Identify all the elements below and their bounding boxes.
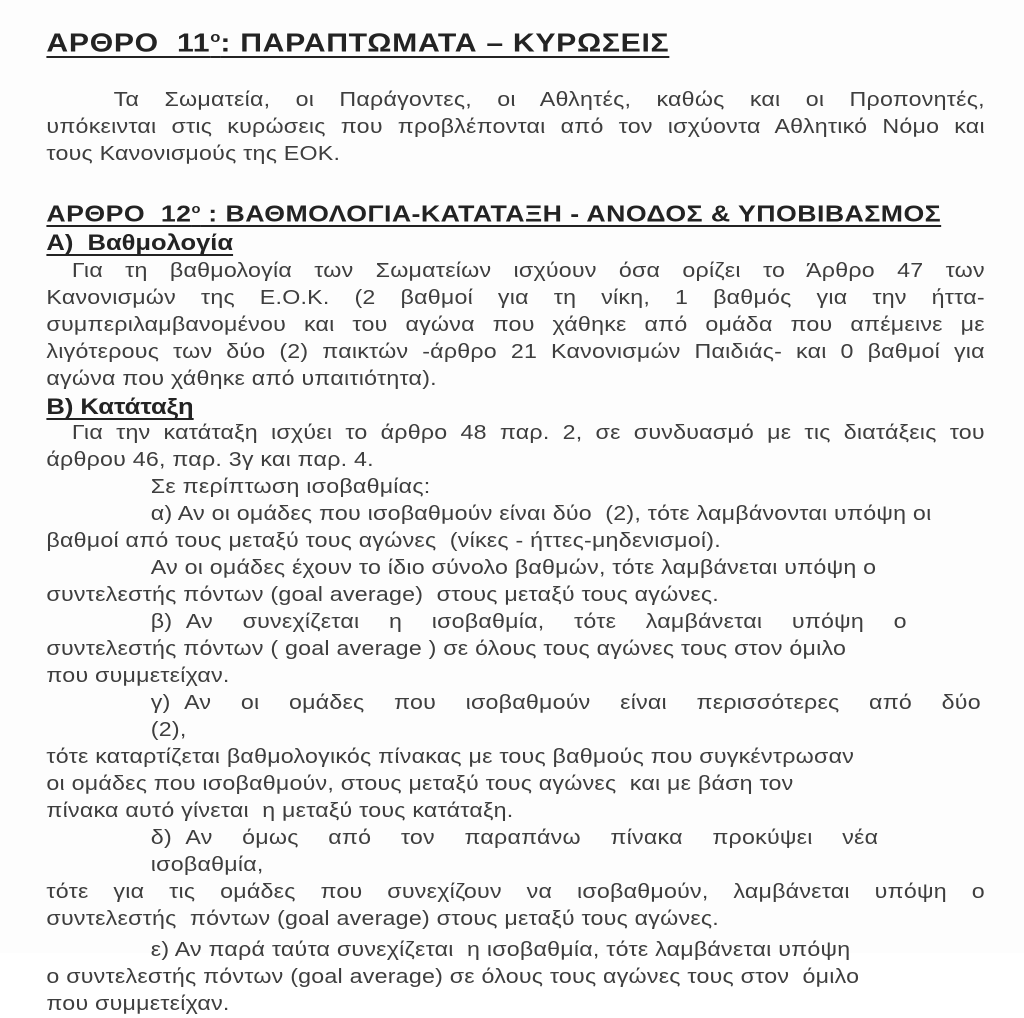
text-line: Για τη βαθμολογία των Σωματείων ισχύουν όσα ορίζει το Άρθρο 47 των (71, 260, 985, 283)
text-line: Κανονισμών της Ε.Ο.Κ. (2 βαθμοί για τη νίκη, 1 βαθμός για την ήττα- (46, 287, 985, 310)
text-line: αγώνα που χάθηκε από υπαιτιότητα). (46, 368, 437, 391)
text-line: τότε για τις ομάδες που συνεχίζουν να ισοβαθμούν, λαμβάνεται υπόψη ο (46, 881, 985, 904)
text-line: οι ομάδες που ισοβαθμούν, στους μεταξύ τους αγώνες και με βάση τον (46, 773, 794, 796)
section-a-heading: Α) Βαθμολογία (46, 230, 234, 256)
text-line: συντελεστής πόντων ( goal average ) σε όλους τους αγώνες τους στον όμιλο (46, 638, 847, 661)
text-line: Σε περίπτωση ισοβαθμίας: (150, 476, 431, 499)
text-line: γ) Αν οι ομάδες που ισοβαθμούν είναι περισσότερες από δύο (2), (150, 692, 996, 742)
text-line: που συμμετείχαν. (46, 993, 230, 1016)
article-11-ordinal-superscript: ο (210, 30, 221, 46)
text-line: άρθρου 46, παρ. 3γ και παρ. 4. (46, 449, 374, 472)
text-line: συμπεριλαμβανομένου και του αγώνα που χάθηκε από ομάδα που απέμεινε με (46, 314, 985, 337)
article-12-heading-text: ΑΡΘΡΟ 12 (46, 200, 192, 227)
article-11-heading (46, 22, 984, 59)
article-12-ordinal-superscript: ο (191, 201, 201, 216)
text-line: Τα Σωματεία, οι Παράγοντες, οι Αθλητές, καθώς και οι Προπονητές, (113, 88, 985, 111)
text-line: βαθμοί από τους μεταξύ τους αγώνες (νίκες - ήττες-μηδενισμοί). (46, 530, 721, 553)
text-line: τους Κανονισμούς της ΕΟΚ. (46, 142, 341, 165)
text-line: ο συντελεστής πόντων (goal average) σε όλους τους αγώνες τους στον όμιλο (46, 966, 860, 989)
text-line: δ) Αν όμως από τον παραπάνω πίνακα προκύψει νέα ισοβαθμία, (150, 827, 908, 877)
article-12-heading (46, 194, 984, 229)
text-line: Αν οι ομάδες έχουν το ίδιο σύνολο βαθμών, τότε λαμβάνεται υπόψη ο (150, 557, 877, 580)
text-line: β) Αν συνεχίζεται η ισοβαθμία, τότε λαμβάνεται υπόψη ο (150, 611, 907, 634)
text-line: α) Αν οι ομάδες που ισοβαθμούν είναι δύο (2), τότε λαμβάνονται υπόψη οι (150, 503, 932, 526)
article-11-heading-text: ΑΡΘΡΟ 11 (46, 27, 211, 58)
text-line: Για την κατάταξη ισχύει το άρθρο 48 παρ. 2, σε συνδυασμό με τις διατάξεις του (71, 422, 985, 445)
text-line: συντελεστής πόντων (goal average) στους μεταξύ τους αγώνες. (46, 908, 719, 931)
text-line: συντελεστής πόντων (goal average) στους μεταξύ τους αγώνες. (46, 584, 719, 607)
text-line: τότε καταρτίζεται βαθμολογικός πίνακας με τους βαθμούς που συγκέντρωσαν (46, 746, 855, 769)
article-11-heading-title: : ΠΑΡΑΠΤΩΜΑΤΑ – ΚΥΡΩΣΕΙΣ (220, 27, 670, 58)
text-line: ε) Αν παρά ταύτα συνεχίζεται η ισοβαθμία, τότε λαμβάνεται υπόψη (150, 939, 851, 962)
text-line: πίνακα αυτό γίνεται η μεταξύ τους κατάταξη. (46, 800, 514, 823)
text-line: που συμμετείχαν. (46, 665, 230, 688)
article-12-heading-title: : ΒΑΘΜΟΛΟΓΙΑ-ΚΑΤΑΤΑΞΗ - ΑΝΟΔΟΣ & ΥΠΟΒΙΒΑΣΜΟΣ (200, 200, 942, 227)
section-b-heading: Β) Κατάταξη (46, 394, 194, 420)
text-line: υπόκεινται στις κυρώσεις που προβλέπονται από τον ισχύοντα Αθλητικό Νόμο και (46, 115, 985, 138)
text-line: λιγότερους των δύο (2) παικτών -άρθρο 21 Κανονισμών Παιδιάς- και 0 βαθμοί για (46, 341, 985, 364)
